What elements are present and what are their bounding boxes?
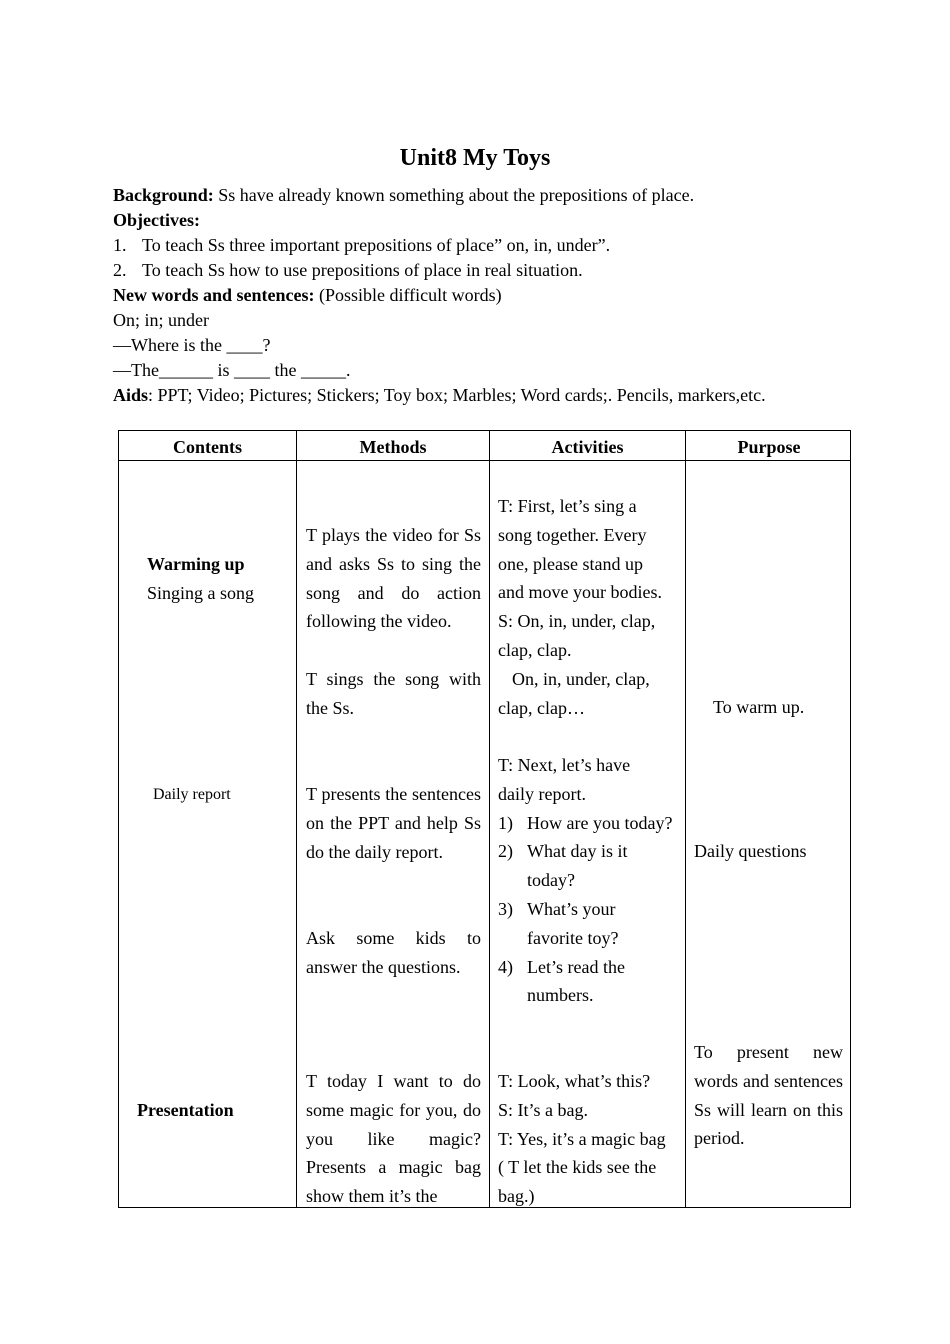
background-label: Background: [113, 185, 214, 205]
new-words-heading: New words and sentences: (Possible difficult words) [113, 285, 502, 305]
aids-line [113, 383, 766, 407]
daily-method: Ask some kids to answer the questions. [306, 928, 481, 977]
presentation-method: T today I want to do some magic for you, do you like magic? Presents a magic bag show them it’s the [306, 1071, 481, 1207]
objectives-heading: Objectives: [113, 210, 200, 230]
presentation-activity: T: Look, what’s this? S: It’s a bag. T: Yes, it’s a magic bag ( T let the kids see the bag.) [498, 1071, 666, 1207]
warming-up-subtitle: Singing a song [147, 583, 255, 603]
list-item: 3) What’s your favorite toy? [498, 898, 619, 948]
column-divider [296, 431, 297, 1207]
objective-item: 1. To teach Ss three important prepositions of place” on, in, under”. [113, 235, 611, 255]
warming-method: T plays the video for Ss and asks Ss to sing the song and do action following the video. [306, 525, 481, 632]
warming-method: T sings the song with the Ss. [306, 669, 481, 718]
header-purpose: Purpose [737, 437, 801, 457]
warming-activity: T: First, let’s sing a song together. Every one, please stand up and move your bodies. S: On, in, under, clap, clap, clap. On, in, under, clap, clap, clap… [498, 496, 662, 718]
header-activities: Activities [551, 437, 624, 457]
header-methods: Methods [359, 437, 427, 457]
column-divider [489, 431, 490, 1207]
aids-text: : PPT; Video; Pictures; Stickers; Toy box; Marbles; Word cards;. Pencils, markers,etc. [148, 385, 766, 405]
aids-label: Aids [113, 385, 149, 405]
list-item: 2) What day is it today? [498, 841, 628, 891]
new-words-line: —Where is the ____? [113, 335, 271, 355]
daily-report-title: Daily report [153, 786, 231, 803]
new-words-line: —The______ is ____ the _____. [113, 360, 351, 380]
header-divider [119, 460, 850, 461]
lesson-table [118, 430, 851, 1208]
background-line [113, 183, 694, 207]
background-text: Ss have already known something about the prepositions of place. [213, 185, 695, 205]
new-words-line: On; in; under [113, 310, 209, 330]
daily-activity: T: Next, let’s have daily report. 1) How are you today? 2) What day is it today? 3) What’s your favorite toy? 4) Let’s read the numbers. [498, 751, 674, 1010]
daily-purpose: Daily questions [694, 841, 807, 861]
list-item: 1) How are you today? [498, 812, 673, 833]
presentation-purpose: To present new words and sentences Ss will learn on this period. [694, 1042, 843, 1149]
list-item: 4) Let’s read the numbers. [498, 956, 625, 1006]
header-contents: Contents [172, 437, 242, 457]
daily-method: T presents the sentences on the PPT and help Ss do the daily report. [306, 784, 481, 862]
warming-up-title: Warming up [147, 554, 245, 574]
page-title: Unit8 My Toys [399, 145, 551, 171]
presentation-title: Presentation [137, 1100, 234, 1120]
warming-purpose: To warm up. [713, 697, 805, 717]
column-divider [685, 431, 686, 1207]
objective-item: 2. To teach Ss how to use prepositions of place in real situation. [113, 260, 583, 280]
